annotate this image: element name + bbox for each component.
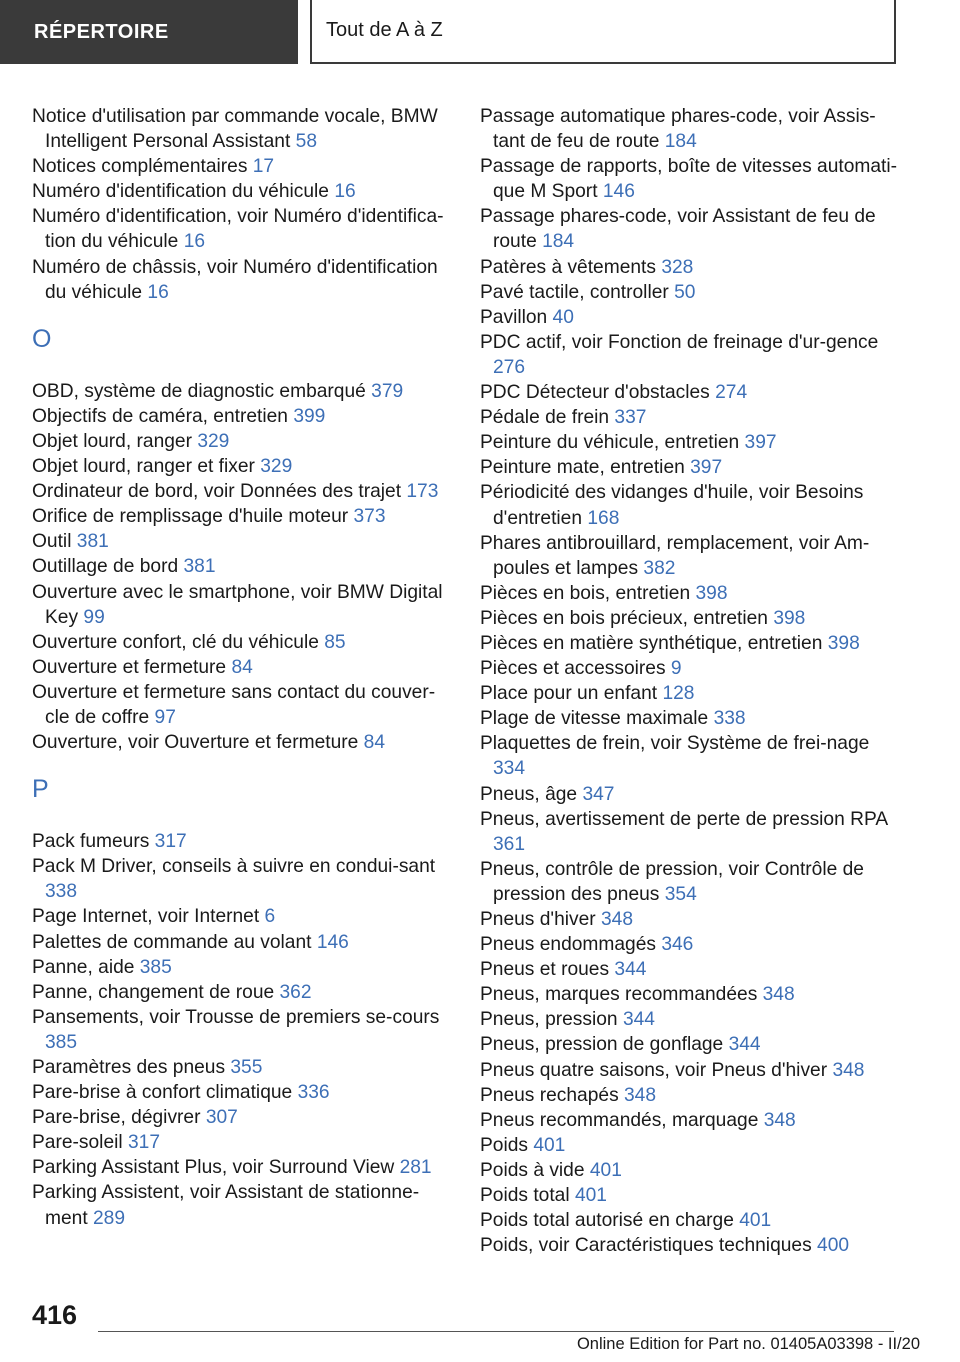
page-link[interactable]: 344 [622, 1009, 655, 1031]
page-link[interactable]: 344 [728, 1034, 761, 1056]
index-entry-text: Pare-brise, dégivrer [32, 1107, 201, 1129]
index-entry [480, 1158, 900, 1183]
index-entry-text: Numéro de châssis, voir Numéro d'identification du véhicule [32, 256, 438, 303]
index-entry [32, 104, 452, 154]
page-link[interactable]: 401 [574, 1185, 607, 1207]
index-entry-text: Palettes de commande au volant [32, 931, 312, 953]
page-link[interactable]: 397 [744, 432, 777, 454]
index-entry-text: Pansements, voir Trousse de premiers se‐cours [32, 1006, 440, 1028]
page-link[interactable]: 338 [713, 708, 746, 730]
index-entry-text: Notices complémentaires [32, 156, 248, 178]
index-entry [32, 204, 452, 254]
index-entry [32, 854, 452, 904]
page-link[interactable]: 385 [45, 1031, 78, 1053]
index-entry-text: Passage de rapports, boîte de vitesses automati‐que M Sport [480, 156, 898, 203]
page-link[interactable]: 398 [827, 632, 860, 654]
page-link[interactable]: 40 [552, 306, 574, 328]
index-entry-text: Parking Assistent, voir Assistant de stationne‐ment [32, 1182, 420, 1229]
index-entry-text: Pièces en bois précieux, entretien [480, 607, 768, 629]
index-entry [480, 430, 900, 455]
index-entry-text: Orifice de remplissage d'huile moteur [32, 506, 349, 528]
index-entry-text: Ouverture et fermeture sans contact du couver‐cle de coffre [32, 681, 436, 728]
index-entry-text: Phares antibrouillard, remplacement, voir Am‐poules et lampes [480, 532, 870, 579]
page-link[interactable]: 281 [399, 1157, 432, 1179]
index-entry [480, 405, 900, 430]
index-entry-text: Pneus, marques recommandées [480, 984, 758, 1006]
index-entry [32, 179, 452, 204]
index-entry-text: Peinture mate, entretien [480, 457, 685, 479]
index-entry-text: Pneus, avertissement de perte de pression RPA [480, 808, 888, 830]
page-link[interactable]: 385 [139, 956, 172, 978]
index-entry [480, 280, 900, 305]
index-entry [480, 932, 900, 957]
index-entry [480, 154, 900, 204]
page-link[interactable]: 354 [664, 883, 697, 905]
index-entry-text: Ordinateur de bord, voir Données des trajet [32, 481, 402, 503]
index-entry-text: Périodicité des vidanges d'huile, voir Besoins d'entretien [480, 482, 864, 529]
page-link[interactable]: 347 [582, 783, 615, 805]
index-entry [480, 857, 900, 907]
index-entry [32, 379, 452, 404]
index-entry-text: Poids [480, 1134, 528, 1156]
page-link[interactable]: 398 [773, 607, 806, 629]
page-link[interactable]: 16 [334, 181, 356, 203]
index-entry-text: Outillage de bord [32, 556, 179, 578]
index-entry-text: Pack M Driver, conseils à suivre en condui‐sant [32, 856, 436, 878]
index-entry-text: Numéro d'identification du véhicule [32, 181, 329, 203]
page-link[interactable]: 16 [147, 281, 169, 303]
index-entry-text: Pneus et roues [480, 959, 610, 981]
index-entry-text: Pneus, âge [480, 783, 578, 805]
index-entry [480, 907, 900, 932]
index-entry-text: Numéro d'identification, voir Numéro d'identifica‐tion du véhicule [32, 206, 444, 253]
index-entry-text: Pneus quatre saisons, voir Pneus d'hiver [480, 1059, 828, 1081]
page-link[interactable]: 361 [493, 833, 526, 855]
index-entry-text: Poids total autorisé en charge [480, 1210, 734, 1232]
index-entry [32, 730, 452, 755]
page-number: 416 [32, 1300, 78, 1330]
index-entry-text: Panne, changement de roue [32, 981, 275, 1003]
index-entry [480, 631, 900, 656]
page-link[interactable]: 58 [295, 131, 318, 153]
index-entry-text: Pneus, pression [480, 1009, 618, 1031]
page-link[interactable]: 348 [832, 1059, 865, 1081]
index-entry [480, 204, 900, 254]
index-letter-heading: O [32, 324, 52, 353]
page-link[interactable]: 381 [183, 556, 216, 578]
index-entry [480, 1133, 900, 1158]
index-entry-text: Pneus, contrôle de pression, voir Contrôle de pression des pneus [480, 858, 864, 905]
index-entry-text: Peinture du véhicule, entretien [480, 432, 740, 454]
index-entry [32, 1180, 452, 1230]
index-entry [480, 104, 900, 154]
page-link[interactable]: 16 [183, 231, 206, 253]
index-entry-text: Poids à vide [480, 1159, 585, 1181]
page-link[interactable]: 362 [279, 981, 312, 1003]
page-link[interactable]: 348 [762, 984, 795, 1006]
index-entry [480, 982, 900, 1007]
index-entry-text: Pare-brise à confort climatique [32, 1082, 293, 1104]
index-entry [480, 531, 900, 581]
page-link[interactable]: 379 [371, 380, 404, 402]
page-link[interactable]: 128 [662, 683, 695, 705]
page-link[interactable]: 399 [293, 405, 326, 427]
page-link[interactable]: 329 [260, 456, 293, 478]
index-entry [480, 782, 900, 807]
index-entry-text: Ouverture et fermeture [32, 656, 227, 678]
page-title: Tout de A à Z [312, 0, 896, 64]
index-entry-text: Ouverture confort, clé du véhicule [32, 631, 319, 653]
index-entry-text: Pièces en matière synthétique, entretien [480, 632, 823, 654]
page-link[interactable]: 397 [690, 457, 723, 479]
index-entry-text: Patères à vêtements [480, 256, 656, 278]
page-link[interactable]: 382 [643, 557, 676, 579]
index-entry [32, 1155, 452, 1180]
page-link[interactable]: 289 [93, 1207, 126, 1229]
page-link[interactable]: 317 [154, 831, 187, 853]
index-entry [480, 330, 900, 380]
index-entry-text: OBD, système de diagnostic embarqué [32, 380, 366, 402]
index-entry [32, 454, 452, 479]
index-entry [32, 680, 452, 730]
index-entry [480, 957, 900, 982]
index-entry [32, 529, 452, 554]
index-entry [32, 630, 452, 655]
page-link[interactable]: 307 [205, 1107, 238, 1129]
index-entry-text: Objet lourd, ranger [32, 430, 192, 452]
index-entry [32, 829, 452, 854]
index-entry [32, 404, 452, 429]
index-entry [32, 904, 452, 929]
index-entry [480, 480, 900, 530]
page-link[interactable]: 329 [197, 430, 230, 452]
index-entry-text: Plaquettes de frein, voir Système de frei‐nage [480, 733, 870, 755]
index-entry [480, 255, 900, 280]
index-entry-text: Notice d'utilisation par commande vocale, BMW Intelligent Personal Assistant [32, 106, 438, 153]
index-entry-text: Pédale de frein [480, 407, 610, 429]
index-entry [480, 1032, 900, 1057]
index-entry [480, 380, 900, 405]
index-entry [32, 554, 452, 579]
index-entry [32, 255, 452, 305]
page-link[interactable]: 99 [83, 606, 105, 628]
page-link[interactable]: 146 [316, 931, 349, 953]
index-entry [32, 655, 452, 680]
index-entry-text: Passage automatique phares-code, voir Assis‐tant de feu de route [480, 106, 876, 153]
page-link[interactable]: 348 [601, 909, 634, 930]
index-entry-text: Outil [32, 531, 72, 553]
page-link[interactable]: 85 [324, 631, 346, 653]
index-entry-text: Objet lourd, ranger et fixer [32, 456, 255, 478]
index-entry [480, 706, 900, 731]
index-entry [32, 930, 452, 955]
page-link[interactable]: 381 [76, 531, 109, 553]
index-entry [480, 1058, 900, 1083]
page-link[interactable]: 173 [406, 481, 439, 503]
page-link[interactable]: 373 [353, 506, 386, 528]
index-entry [32, 429, 452, 454]
index-entry [480, 681, 900, 706]
page-link[interactable]: 401 [533, 1134, 566, 1156]
index-entry-text: Pneus recommandés, marquage [480, 1109, 759, 1131]
page-link[interactable]: 348 [624, 1084, 657, 1106]
index-entry-text: Ouverture avec le smartphone, voir BMW Digital Key [32, 581, 443, 628]
page-link[interactable]: 398 [695, 582, 728, 604]
page-link[interactable]: 84 [231, 656, 253, 678]
index-entry [32, 955, 452, 980]
index-entry-text: Pack fumeurs [32, 831, 150, 853]
index-entry-text: Poids total [480, 1185, 570, 1207]
page-link[interactable]: 401 [589, 1159, 622, 1181]
index-entry [480, 581, 900, 606]
index-entry [32, 504, 452, 529]
section-label: RÉPERTOIRE [0, 0, 298, 64]
page-link[interactable]: 9 [670, 658, 682, 680]
index-entry [480, 807, 900, 857]
index-entry [480, 1233, 900, 1258]
index-entry [480, 1208, 900, 1233]
index-entry-text: Poids, voir Caractéristiques techniques [480, 1235, 812, 1257]
index-entry-text: Pneus d'hiver [480, 909, 596, 930]
page-link[interactable]: 317 [128, 1132, 161, 1154]
edition-note: Online Edition for Part no. 01405A03398 - II/20 [576, 1335, 920, 1353]
page-link[interactable]: 344 [614, 959, 647, 981]
page-link[interactable]: 400 [817, 1235, 850, 1257]
page-link[interactable]: 328 [661, 256, 694, 278]
index-entry-text: Page Internet, voir Internet [32, 906, 260, 928]
page-link[interactable]: 274 [715, 382, 748, 404]
page-header [0, 0, 960, 66]
index-entry [32, 980, 452, 1005]
page-link[interactable]: 336 [297, 1082, 330, 1104]
index-entry-text: Pare-soleil [32, 1132, 123, 1154]
index-entry-text: Pneus endommagés [480, 934, 656, 956]
index-entry [480, 1083, 900, 1108]
page-link[interactable]: 334 [493, 758, 526, 780]
page-link[interactable]: 184 [542, 231, 575, 253]
page-link[interactable]: 168 [587, 507, 620, 529]
page-link[interactable]: 6 [264, 906, 276, 928]
page-link[interactable]: 50 [674, 281, 696, 303]
page-link[interactable]: 84 [363, 732, 385, 754]
index-entry-text: Pneus, pression de gonflage [480, 1034, 724, 1056]
page-link[interactable]: 97 [154, 706, 176, 728]
index-entry [480, 1183, 900, 1208]
footer-divider [98, 1331, 894, 1332]
index-entry [480, 1108, 900, 1133]
index-entry [480, 606, 900, 631]
index-entry [32, 154, 452, 179]
index-entry [480, 305, 900, 330]
page-link[interactable]: 17 [252, 156, 275, 178]
index-letter-heading: P [32, 775, 49, 804]
page-link[interactable]: 337 [614, 407, 647, 429]
page-link[interactable]: 338 [45, 881, 78, 903]
index-entry [32, 580, 452, 630]
index-entry-text: PDC actif, voir Fonction de freinage d'ur‐gence [480, 331, 879, 353]
index-entry [480, 1007, 900, 1032]
index-entry-text: Pavé tactile, controller [480, 281, 669, 303]
index-entry-text: Passage phares-code, voir Assistant de feu de route [480, 206, 876, 253]
page-link[interactable]: 401 [739, 1210, 772, 1232]
index-entry [32, 1080, 452, 1105]
index-entry-text: PDC Détecteur d'obstacles [480, 382, 710, 404]
page-link[interactable]: 184 [664, 131, 697, 153]
page-link[interactable]: 276 [493, 356, 526, 378]
page-link[interactable]: 146 [602, 181, 635, 203]
page-link[interactable]: 348 [763, 1109, 796, 1131]
index-column-left [32, 104, 452, 1231]
page-link[interactable]: 346 [661, 934, 694, 956]
index-entry-text: Pavillon [480, 306, 548, 328]
index-entry [480, 731, 900, 781]
index-entry-text: Panne, aide [32, 956, 135, 978]
index-entry [32, 1055, 452, 1080]
index-entry-text: Objectifs de caméra, entretien [32, 405, 288, 427]
index-entry-text: Paramètres des pneus [32, 1057, 226, 1078]
index-entry-text: Place pour un enfant [480, 683, 658, 705]
index-entry [32, 1105, 452, 1130]
index-entry-text: Parking Assistant Plus, voir Surround View [32, 1157, 395, 1179]
index-entry-text: Pneus rechapés [480, 1084, 619, 1106]
index-entry [32, 479, 452, 504]
index-entry [32, 1130, 452, 1155]
index-column-right [480, 104, 900, 1258]
page-link[interactable]: 355 [230, 1057, 263, 1078]
index-entry-text: Pièces en bois, entretien [480, 582, 691, 604]
index-entry [480, 455, 900, 480]
index-entry [480, 656, 900, 681]
index-entry-text: Ouverture, voir Ouverture et fermeture [32, 732, 359, 754]
index-entry-text: Pièces et accessoires [480, 658, 666, 680]
index-entry-text: Plage de vitesse maximale [480, 708, 709, 730]
index-entry [32, 1005, 452, 1055]
